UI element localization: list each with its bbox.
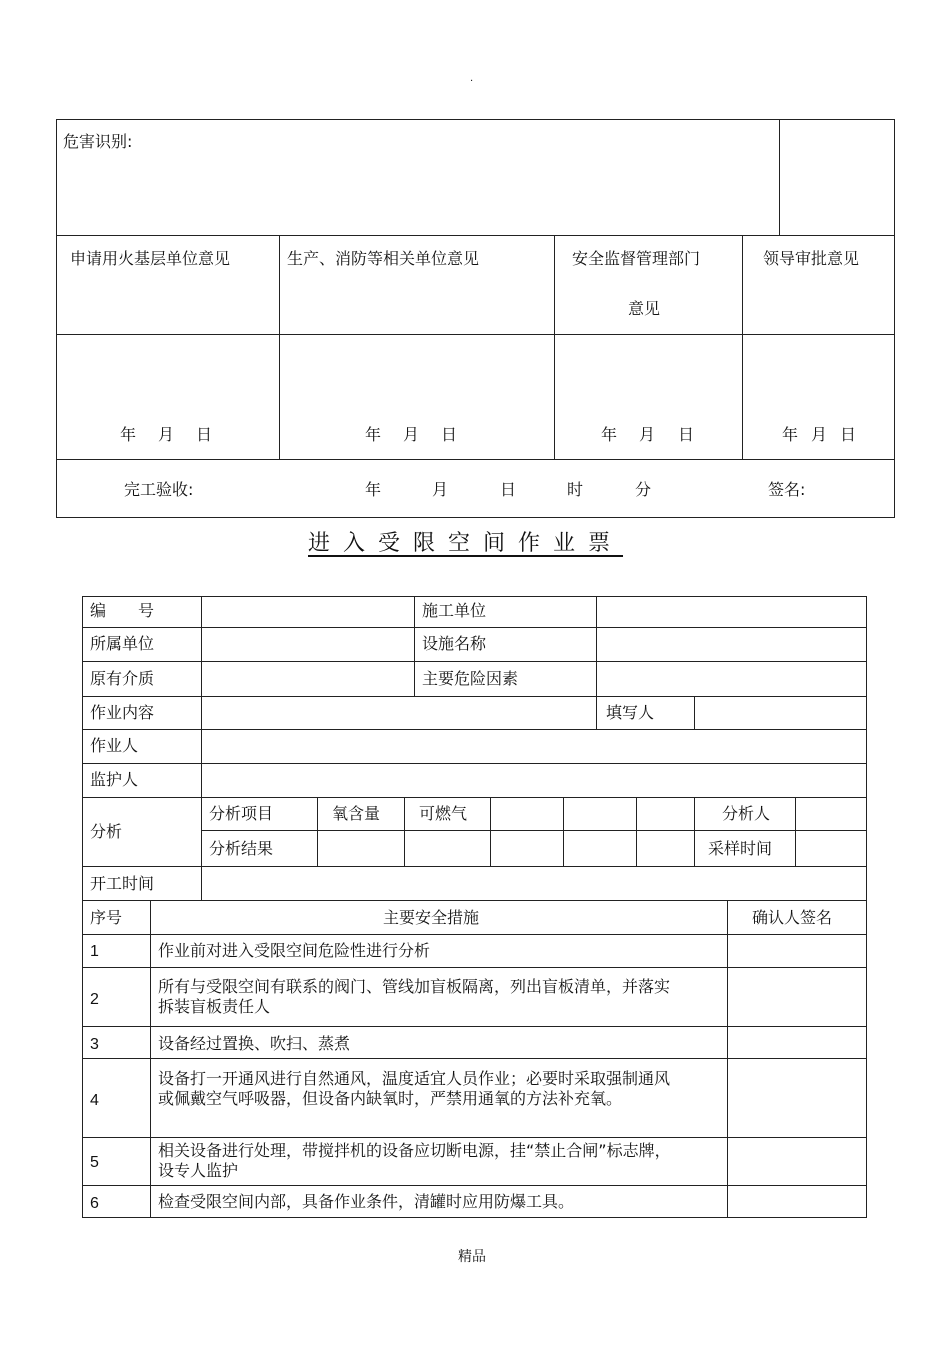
measure-text-4: 设备打一开通风进行自然通风，温度适宜人员作业；必要时采取强制通风或佩戴空气呼吸器，但设备内缺氧时，严禁用通氧的方法补充氧。 <box>158 1069 671 1108</box>
date-year-2: 年 <box>365 425 382 444</box>
completion-year: 年 <box>365 480 382 499</box>
facility-name-label: 设施名称 <box>422 634 487 653</box>
oxygen-content-label: 氧含量 <box>332 804 381 823</box>
date-day-2: 日 <box>441 425 458 444</box>
measure-text-5: 相关设备进行处理，带搅拌机的设备应切断电源，挂“禁止合闸”标志牌，设专人监护 <box>158 1141 671 1180</box>
belong-unit-label: 所属单位 <box>90 634 155 653</box>
completion-day: 日 <box>500 480 517 499</box>
completion-hour: 时 <box>567 480 584 499</box>
date-day-1: 日 <box>196 425 213 444</box>
original-medium-label: 原有介质 <box>90 669 155 688</box>
measure-text-1: 作业前对进入受限空间危险性进行分析 <box>158 941 431 960</box>
measure-number-4: 4 <box>90 1092 99 1109</box>
leader-approval-header: 领导审批意见 <box>763 249 860 268</box>
measure-number-6: 6 <box>90 1195 99 1212</box>
safety-dept-opinion-header-line2: 意见 <box>628 299 661 318</box>
worker-label: 作业人 <box>90 736 139 755</box>
date-year-3: 年 <box>601 425 618 444</box>
sample-time-label: 采样时间 <box>708 839 773 858</box>
measure-text-6: 检查受限空间内部，具备作业条件，清罐时应用防爆工具。 <box>158 1192 575 1211</box>
applicant-unit-opinion-header: 申请用火基层单位意见 <box>70 249 231 268</box>
analysis-label: 分析 <box>90 822 123 841</box>
measure-number-3: 3 <box>90 1036 99 1053</box>
form-title: 进入受限空间作业票 <box>308 531 624 556</box>
filler-label: 填写人 <box>606 703 655 722</box>
hazard-identification-label: 危害识别: <box>63 132 133 151</box>
start-time-label: 开工时间 <box>90 874 155 893</box>
measure-number-5: 5 <box>90 1154 99 1171</box>
date-year-4: 年 <box>782 425 799 444</box>
completion-signature-label: 签名: <box>768 480 806 499</box>
work-content-label: 作业内容 <box>90 703 155 722</box>
date-year-1: 年 <box>120 425 137 444</box>
related-unit-opinion-header: 生产、消防等相关单位意见 <box>287 249 480 268</box>
completion-minute: 分 <box>635 480 652 499</box>
date-day-4: 日 <box>840 425 857 444</box>
date-month-2: 月 <box>403 425 420 444</box>
analysis-item-label: 分析项目 <box>209 804 274 823</box>
completion-acceptance-label: 完工验收: <box>124 480 194 499</box>
footer-label: 精品 <box>458 1249 486 1265</box>
measure-text-2: 所有与受限空间有联系的阀门、管线加盲板隔离，列出盲板清单，并落实拆装盲板责任人 <box>158 977 671 1016</box>
analysis-result-label: 分析结果 <box>209 839 274 858</box>
main-hazard-label: 主要危险因素 <box>422 669 519 688</box>
construction-unit-label: 施工单位 <box>422 601 487 620</box>
combustible-gas-label: 可燃气 <box>419 804 468 823</box>
confirmer-signature-header: 确认人签名 <box>752 908 833 927</box>
measure-number-2: 2 <box>90 991 99 1008</box>
header-dot: · <box>470 76 474 87</box>
date-day-3: 日 <box>678 425 695 444</box>
measure-number-1: 1 <box>90 943 99 960</box>
date-month-4: 月 <box>811 425 828 444</box>
sequence-header: 序号 <box>90 908 123 927</box>
completion-month: 月 <box>432 480 449 499</box>
guardian-label: 监护人 <box>90 770 139 789</box>
measure-text-3: 设备经过置换、吹扫、蒸煮 <box>158 1034 351 1053</box>
date-month-1: 月 <box>158 425 175 444</box>
date-month-3: 月 <box>639 425 656 444</box>
permit-table <box>82 596 867 1218</box>
analyst-label: 分析人 <box>722 804 771 823</box>
number-label: 编 号 <box>90 601 155 620</box>
main-safety-measures-header: 主要安全措施 <box>383 908 480 927</box>
safety-dept-opinion-header: 安全监督管理部门 <box>572 249 701 268</box>
